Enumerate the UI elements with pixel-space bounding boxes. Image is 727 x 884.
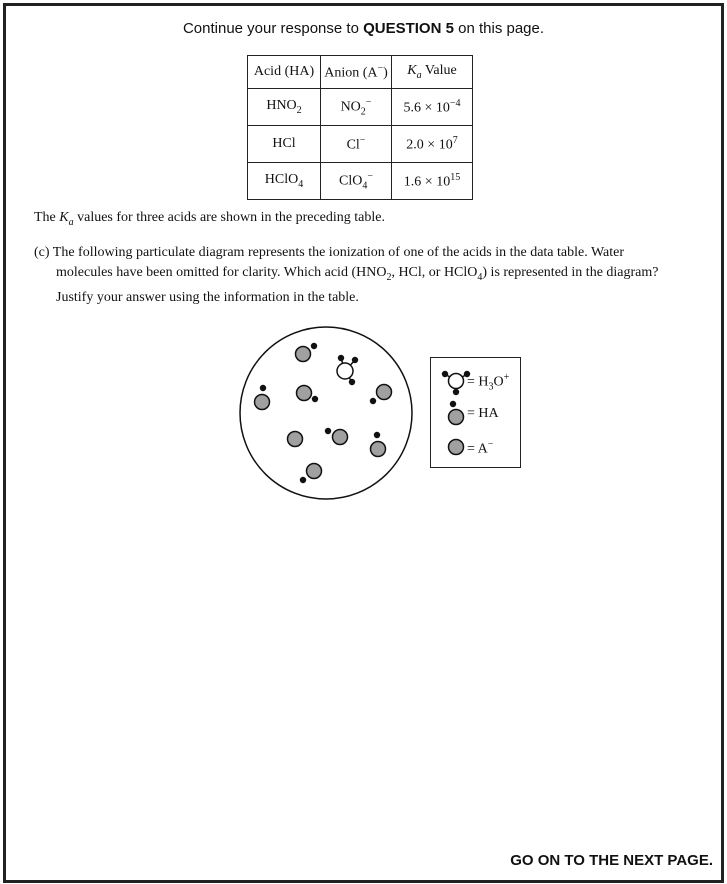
ha-particle xyxy=(370,385,392,405)
anion-legend-icon xyxy=(443,436,469,458)
ha-particle xyxy=(255,385,270,410)
ha-legend-icon xyxy=(443,398,469,428)
anion-cell: $NO_2^-$ xyxy=(321,89,392,126)
ha-particle xyxy=(296,343,318,362)
hydronium-particle xyxy=(337,355,358,385)
table-row xyxy=(248,89,473,126)
header-ka: $K_a$ Value xyxy=(392,56,473,89)
anion-particle xyxy=(288,432,303,447)
part-c-label: (c) xyxy=(34,245,50,260)
legend-ha-label: = HA xyxy=(467,406,499,421)
ka-table xyxy=(247,55,473,200)
diagram-legend xyxy=(430,357,521,468)
intro-text: The $K_a$ values for three acids are shown in the preceding table. xyxy=(34,210,385,228)
acid-cell: $HNO_2$ xyxy=(248,89,321,126)
ha-particle xyxy=(325,428,348,445)
table-header-row xyxy=(248,56,473,89)
particulate-diagram xyxy=(235,325,420,500)
anion-cell: ClO$_4$− xyxy=(321,163,392,200)
continue-header: Continue your response to QUESTION 5 on this page. xyxy=(182,20,545,37)
legend-hydronium-label: = $H_3O^+$ xyxy=(467,372,510,393)
container-circle xyxy=(240,327,412,499)
header-anion: Anion (A−) xyxy=(321,56,392,89)
ha-particle xyxy=(371,432,386,457)
ka-cell: $1.6 \times 10^{15}$ xyxy=(392,163,473,200)
acid-cell: HCl xyxy=(248,126,321,163)
ha-particle xyxy=(300,464,322,484)
next-page-footer: GO ON TO THE NEXT PAGE. xyxy=(510,852,713,869)
anion-cell: Cl− xyxy=(321,126,392,163)
part-c-prompt: (c) The following particulate diagram represents the ionization of one of the acids in the data table. Water molecules have been omitted for clarity. Which acid ($HNO_2$, HCl, or HClO$_4$) is represented in the diagram? Justify your answer using the information in the table. xyxy=(34,245,659,305)
ka-cell: $2.0 \times 10^7$ xyxy=(392,126,473,163)
header-acid: Acid (HA) xyxy=(248,56,321,89)
table-row xyxy=(248,126,473,163)
legend-anion-label: = A− xyxy=(467,439,494,457)
acid-cell: HClO$_4$ xyxy=(248,163,321,200)
ka-cell: $5.6 \times 10^{-4}$ xyxy=(392,89,473,126)
ha-particle xyxy=(297,386,319,403)
table-row xyxy=(248,163,473,200)
